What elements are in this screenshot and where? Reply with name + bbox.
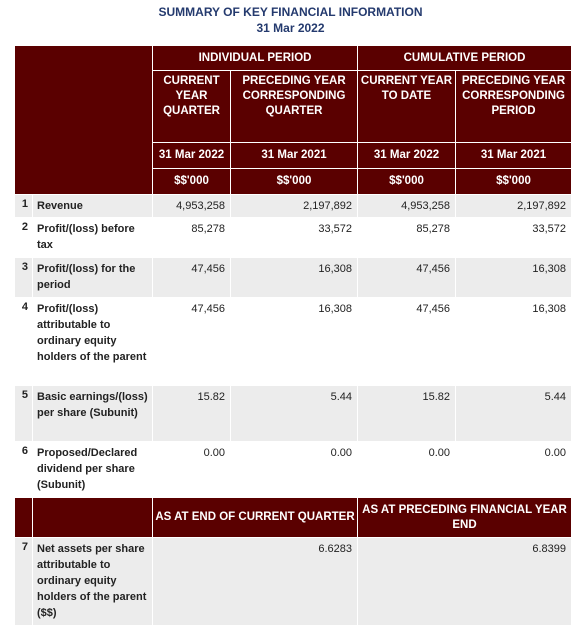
value-cell: 47,456	[358, 298, 456, 386]
value-cell: 2,197,892	[231, 195, 358, 218]
report-date: 31 Mar 2022	[256, 21, 325, 35]
net-assets-preceding-value: 6.8399	[358, 538, 572, 626]
value-cell: 4,953,258	[358, 195, 456, 218]
report-title-block	[0, 0, 581, 36]
value-cell: 0.00	[358, 442, 456, 498]
value-cell: 15.82	[358, 386, 456, 442]
col-current-year-to-date: CURRENT YEAR TO DATE	[358, 71, 456, 143]
value-cell: 16,308	[456, 298, 572, 386]
row-label: Net assets per share attributable to ordinary equity holders of the parent ($$)	[33, 538, 153, 626]
group-cumulative-period: CUMULATIVE PERIOD	[358, 46, 572, 71]
row-number: 7	[15, 538, 33, 626]
table-row	[15, 298, 572, 386]
row-number: 4	[15, 298, 33, 386]
value-cell: 16,308	[456, 258, 572, 298]
header-row-groups	[15, 46, 572, 71]
row-label: Proposed/Declared dividend per share (Subunit)	[33, 442, 153, 498]
value-cell: 33,572	[231, 218, 358, 258]
value-cell: 47,456	[153, 298, 231, 386]
row-number: 1	[15, 195, 33, 218]
value-cell: 2,197,892	[456, 195, 572, 218]
asat-current-quarter-header: AS AT END OF CURRENT QUARTER	[153, 498, 358, 538]
value-cell: 5.44	[231, 386, 358, 442]
value-cell: 16,308	[231, 258, 358, 298]
asat-preceding-year-end-header: AS AT PRECEDING FINANCIAL YEAR END	[358, 498, 572, 538]
table-row	[15, 258, 572, 298]
row-number: 6	[15, 442, 33, 498]
value-cell: 85,278	[358, 218, 456, 258]
financial-summary-table	[14, 45, 572, 626]
unit-col-1: $$'000	[153, 169, 231, 195]
col-preceding-year-quarter: PRECEDING YEAR CORRESPONDING QUARTER	[231, 71, 358, 143]
table-row	[15, 386, 572, 442]
value-cell: 0.00	[456, 442, 572, 498]
row-label: Profit/(loss) before tax	[33, 218, 153, 258]
header-corner	[15, 46, 153, 195]
value-cell: 5.44	[456, 386, 572, 442]
row-number: 3	[15, 258, 33, 298]
col-preceding-year-period: PRECEDING YEAR CORRESPONDING PERIOD	[456, 71, 572, 143]
unit-col-2: $$'000	[231, 169, 358, 195]
date-col-4: 31 Mar 2021	[456, 143, 572, 169]
value-cell: 47,456	[153, 258, 231, 298]
table-row	[15, 442, 572, 498]
asat-header-corner-label	[33, 498, 153, 538]
table-row	[15, 195, 572, 218]
report-title: SUMMARY OF KEY FINANCIAL INFORMATION	[158, 5, 423, 19]
date-col-3: 31 Mar 2022	[358, 143, 456, 169]
col-current-year-quarter: CURRENT YEAR QUARTER	[153, 71, 231, 143]
value-cell: 0.00	[231, 442, 358, 498]
row-label: Revenue	[33, 195, 153, 218]
net-assets-current-value: 6.6283	[153, 538, 358, 626]
value-cell: 15.82	[153, 386, 231, 442]
value-cell: 33,572	[456, 218, 572, 258]
table-row	[15, 218, 572, 258]
row-number: 2	[15, 218, 33, 258]
unit-col-4: $$'000	[456, 169, 572, 195]
value-cell: 16,308	[231, 298, 358, 386]
row-label: Basic earnings/(loss) per share (Subunit)	[33, 386, 153, 442]
asat-header-row	[15, 498, 572, 538]
value-cell: 4,953,258	[153, 195, 231, 218]
value-cell: 85,278	[153, 218, 231, 258]
unit-col-3: $$'000	[358, 169, 456, 195]
date-col-2: 31 Mar 2021	[231, 143, 358, 169]
value-cell: 47,456	[358, 258, 456, 298]
row-label: Profit/(loss) for the period	[33, 258, 153, 298]
asat-header-corner-num	[15, 498, 33, 538]
row-label: Profit/(loss) attributable to ordinary equity holders of the parent	[33, 298, 153, 386]
date-col-1: 31 Mar 2022	[153, 143, 231, 169]
table-row-net-assets	[15, 538, 572, 626]
value-cell: 0.00	[153, 442, 231, 498]
group-individual-period: INDIVIDUAL PERIOD	[153, 46, 358, 71]
row-number: 5	[15, 386, 33, 442]
